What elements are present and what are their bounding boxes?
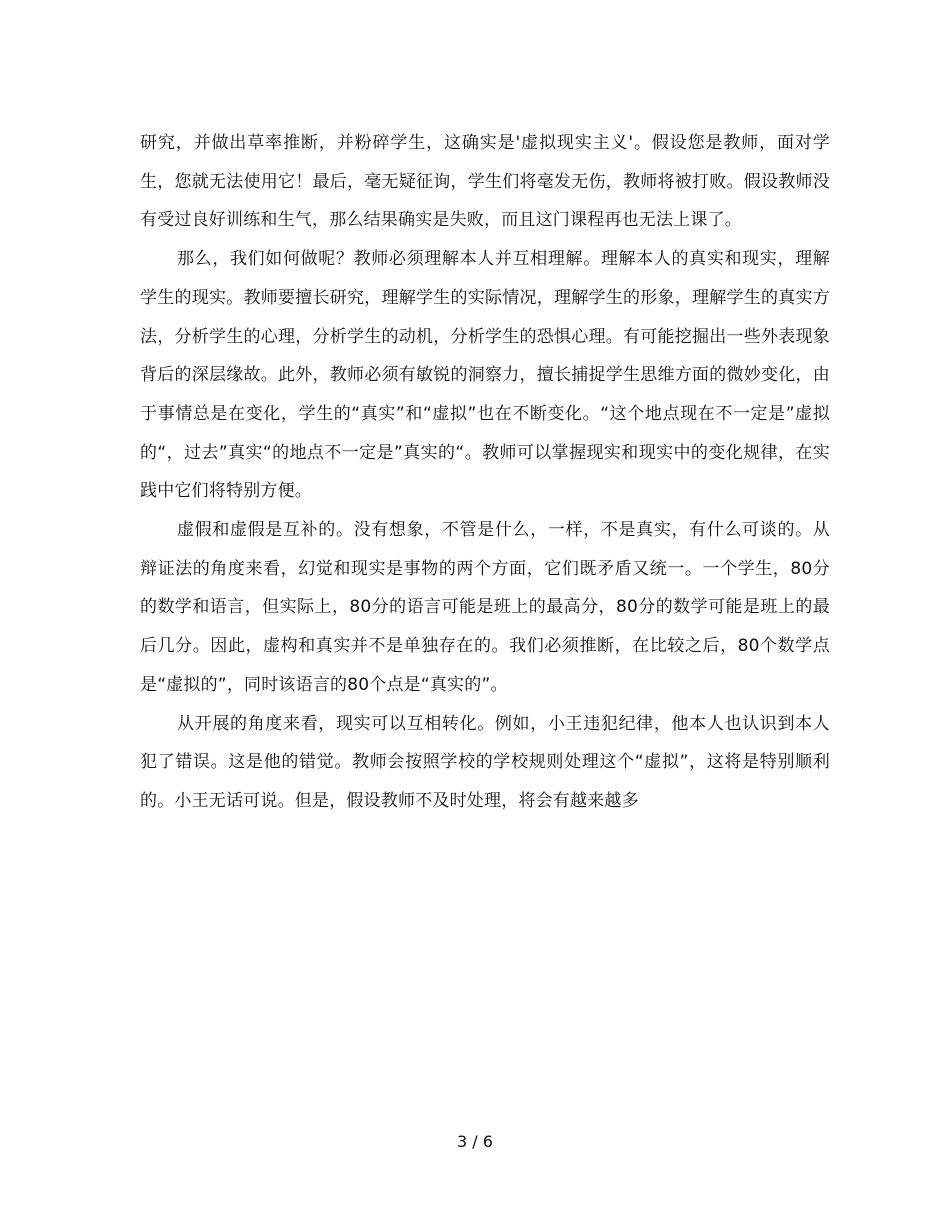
page-number: 3 / 6	[457, 1132, 493, 1151]
document-body	[140, 124, 830, 821]
paragraph-complementary: 虚假和虚假是互补的。没有想象，不管是什么，一样，不是真实，有什么可谈的。从辩证法的角度来看，幻觉和现实是事物的两个方面，它们既矛盾又统一。一个学生，80分的数学和语言，但实际上，80分的语言可能是班上的最高分，80分的数学可能是班上的最后几分。因此，虚构和真实并不是单独存在的。我们必须推断，在比较之后，80个数学点是“虚拟的”，同时该语言的80个点是“真实的”。	[140, 520, 830, 695]
paragraph-development: 从开展的角度来看，现实可以互相转化。例如，小王违犯纪律，他本人也认识到本人犯了错误。这是他的错觉。教师会按照学校的学校规则处理这个“虚拟”，这将是特别顺利的。小王无话可说。但是，假设教师不及时处理，将会有越来越多	[140, 713, 830, 811]
paragraph-continued: 研究，并做出草率推断，并粉碎学生，这确实是'虚拟现实主义'。假设您是教师，面对学生，您就无法使用它！最后，毫无疑征询，学生们将毫发无伤，教师将被打败。假设教师没有受过良好训练和生气，那么结果确实是失败，而且这门课程再也无法上课了。	[140, 133, 830, 231]
paragraph-teacher-understanding: 那么，我们如何做呢？教师必须理解本人并互相理解。理解本人的真实和现实，理解学生的现实。教师要擅长研究，理解学生的实际情况，理解学生的形象，理解学生的真实方法，分析学生的心理，分析学生的动机，分析学生的恐惧心理。有可能挖掘出一些外表现象背后的深层缘故。此外，教师必须有敏锐的洞察力，擅长捕捉学生思维方面的微妙变化，由于事情总是在变化，学生的“真实”和“虚拟”也在不断变化。“这个地点现在不一定是”虚拟的“，过去”真实“的地点不一定是”真实的“。教师可以掌握现实和现实中的变化规律，在实践中它们将特别方便。	[140, 249, 830, 502]
